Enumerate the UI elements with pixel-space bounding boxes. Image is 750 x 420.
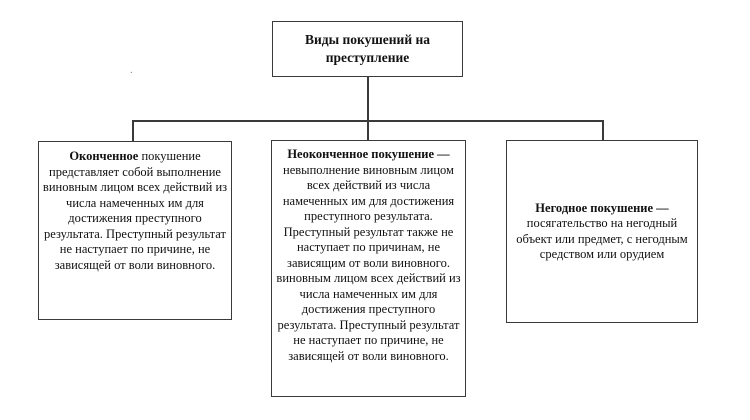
- root-box-attempt-types: [272, 21, 463, 77]
- incomplete-attempt-body: невыполнение виновным лицом всех действий из числа намеченных им для достижения преступного результата. Преступный результат также не наступает по причинам, не зависящим от воли виновного. виновным лицом всех действий из числа намеченных им для достижения преступного результата. Преступный результат не наступает по причине, не зависящей от воли виновного.: [276, 162, 461, 363]
- completed-attempt-heading: Оконченное: [69, 149, 139, 163]
- unfit-attempt-body: посягательство на негодный объект или предмет, с негодным средством или орудием: [516, 216, 688, 261]
- connector-drop-left: [132, 120, 134, 142]
- branch-box-unfit-attempt: [506, 140, 698, 323]
- branch-box-completed-attempt: [38, 141, 232, 320]
- connector-drop-center: [367, 120, 369, 141]
- unfit-attempt-heading: Негодное покушение —: [535, 200, 669, 215]
- connector-drop-right: [602, 120, 604, 141]
- branch-box-incomplete-attempt: [271, 140, 466, 397]
- unfit-attempt-text: [512, 201, 692, 263]
- incomplete-attempt-heading: Неоконченное покушение —: [287, 147, 450, 161]
- root-box-label: Виды покушений на преступление: [304, 32, 431, 65]
- completed-attempt-body: покушение представляет собой выполнение виновным лицом всех действий из числа намеченных им для достижения преступного результата. Преступный результат не наступает по причине, не зависящей от воли виновного.: [42, 149, 228, 272]
- connector-stem: [367, 77, 369, 121]
- stray-dot: .: [130, 64, 133, 76]
